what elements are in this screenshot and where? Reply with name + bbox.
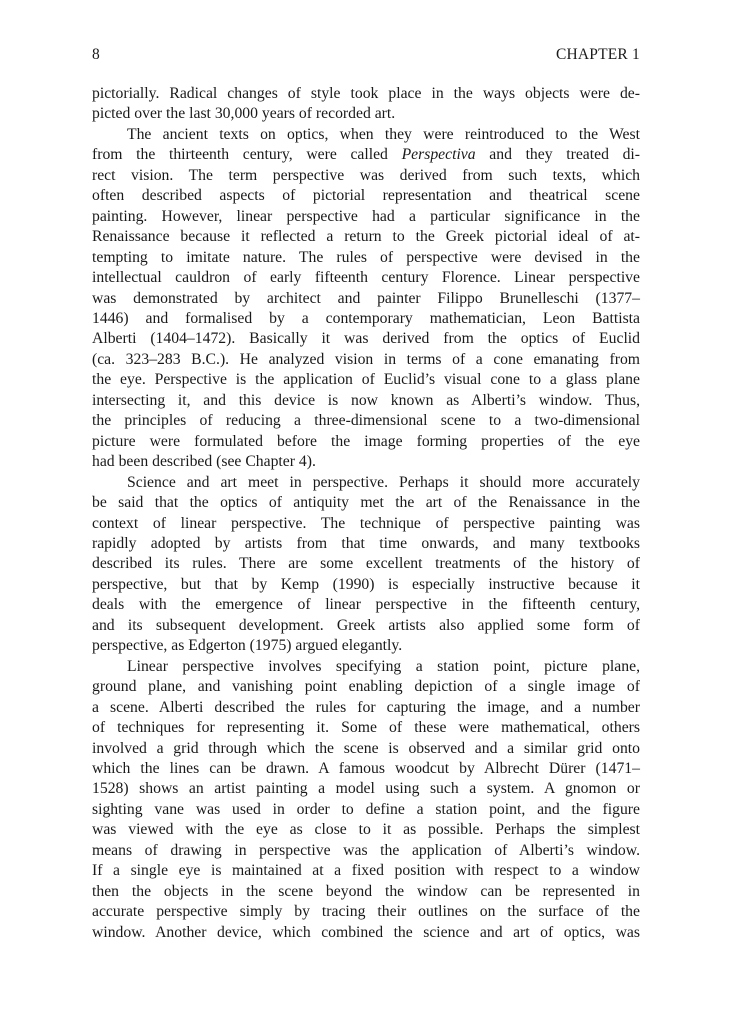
text-line: perspective, as Edgerton (1975) argued elegantly. [92, 637, 403, 655]
body-text [92, 84, 640, 943]
text-line: sighting vane was used in order to define a station point, and the figure [92, 800, 640, 818]
paragraph-2 [92, 125, 640, 473]
text-line: The ancient texts on optics, when they were reintroduced to the West [127, 125, 640, 143]
paragraph-1 [92, 84, 640, 125]
text-line: intellectual cauldron of early fifteenth century Florence. Linear perspective [92, 269, 640, 287]
text-line: window. Another device, which combined the science and art of optics, was [92, 923, 640, 941]
text-line: accurate perspective simply by tracing their outlines on the surface of the [92, 903, 640, 921]
paragraph-4 [92, 657, 640, 943]
text-line: means of drawing in perspective was the application of Alberti’s window. [92, 841, 640, 859]
text-line: the eye. Perspective is the application of Euclid’s visual cone to a glass plane [92, 371, 640, 389]
text-line: Alberti (1404–1472). Basically it was derived from the optics of Euclid [92, 330, 640, 348]
text-line: Renaissance because it reflected a return to the Greek pictorial ideal of at- [92, 228, 640, 246]
italic-term: Perspectiva [401, 146, 476, 164]
text-line: If a single eye is maintained at a fixed position with respect to a window [92, 862, 640, 880]
text-line: often described aspects of pictorial representation and theatrical scene [92, 187, 640, 205]
text-line: tempting to imitate nature. The rules of perspective were devised in the [92, 248, 640, 266]
text-line: Linear perspective involves specifying a station point, picture plane, [127, 657, 640, 675]
text-line: which the lines can be drawn. A famous woodcut by Albrecht Dürer (1471– [92, 759, 640, 777]
text-line: described its rules. There are some excellent treatments of the history of [92, 555, 640, 573]
text-line: the principles of reducing a three-dimensional scene to a two-dimensional [92, 412, 640, 430]
text-line: was demonstrated by architect and painter Filippo Brunelleschi (1377– [92, 289, 640, 307]
text-line: pictorially. Radical changes of style took place in the ways objects were de- [92, 85, 640, 102]
page-number: 8 [92, 46, 100, 63]
paragraph-3 [92, 473, 640, 657]
text-line: rapidly adopted by artists from that time onwards, and many textbooks [92, 534, 640, 552]
text-line: was viewed with the eye as close to it as possible. Perhaps the simplest [92, 821, 640, 839]
text-line: deals with the emergence of linear perspective in the fifteenth century, [92, 596, 640, 614]
text-line: painting. However, linear perspective had a particular significance in the [92, 207, 640, 225]
text-line: 1528) shows an artist painting a model using such a system. A gnomon or [92, 780, 640, 798]
text-line: and its subsequent development. Greek artists also applied some form of [92, 616, 640, 634]
text-line: (ca. 323–283 B.C.). He analyzed vision in terms of a cone emanating from [92, 350, 640, 368]
text-line: intersecting it, and this device is now known as Alberti’s window. Thus, [92, 391, 640, 409]
text-line: picture were formulated before the image forming properties of the eye [92, 432, 640, 450]
text-line: perspective, but that by Kemp (1990) is especially instructive because it [92, 575, 640, 593]
text-line: rect vision. The term perspective was derived from such texts, which [92, 166, 640, 184]
text-line: had been described (see Chapter 4). [92, 453, 316, 471]
text-line: be said that the optics of antiquity met the art of the Renaissance in the [92, 494, 640, 512]
text-line: of techniques for representing it. Some of these were mathematical, others [92, 719, 640, 737]
text-line: from the thirteenth century, were called Perspectiva and they treated di- [92, 146, 640, 164]
text-line: picted over the last 30,000 years of recorded art. [92, 105, 396, 123]
text-line: ground plane, and vanishing point enabling depiction of a single image of [92, 678, 640, 696]
text-line: Science and art meet in perspective. Perhaps it should more accurately [127, 473, 640, 491]
text-line: 1446) and formalised by a contemporary mathematician, Leon Battista [92, 309, 640, 327]
text-line: then the objects in the scene beyond the window can be represented in [92, 882, 640, 900]
running-head [92, 45, 640, 65]
chapter-label: CHAPTER 1 [555, 46, 640, 63]
text-line: a scene. Alberti described the rules for capturing the image, and a number [92, 698, 640, 716]
text-line: context of linear perspective. The technique of perspective painting was [92, 514, 640, 532]
text-line: involved a grid through which the scene is observed and a similar grid onto [92, 739, 640, 757]
